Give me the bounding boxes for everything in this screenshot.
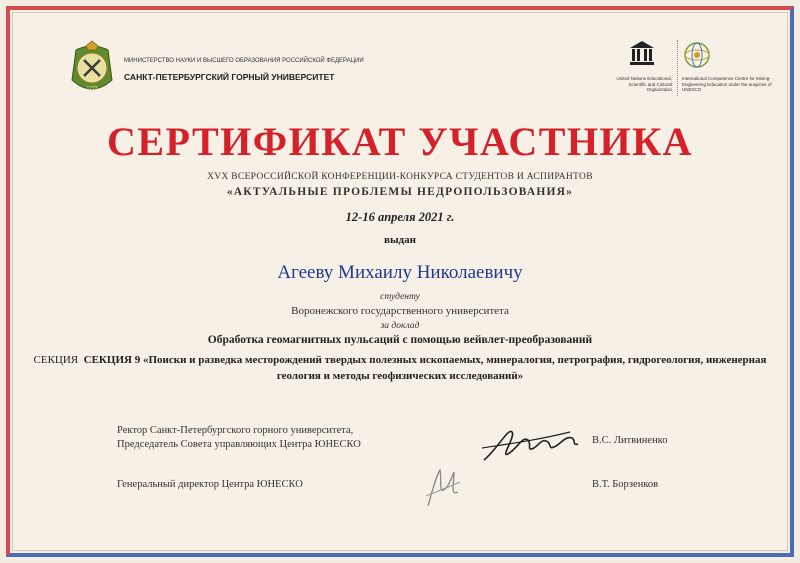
- recipient-organization: Воронежского государственного университета: [291, 305, 509, 317]
- rector-title-line2: Председатель Совета управляющих Центра ЮНЕСКО: [117, 439, 361, 450]
- director-title: Генеральный директор Центра ЮНЕСКО: [117, 479, 303, 490]
- section-info: [20, 352, 780, 384]
- issued-label: выдан: [384, 234, 416, 246]
- report-title: Обработка геомагнитных пульсаций с помощью вейвлет-преобразований: [207, 334, 593, 346]
- unesco-logos: [610, 40, 770, 100]
- logo-divider: [677, 40, 679, 96]
- university-crest-icon: [66, 40, 118, 98]
- director-signature-icon: [418, 462, 468, 510]
- director-name: В.Т. Борзенков: [592, 479, 659, 490]
- university-name: САНКТ-ПЕТЕРБУРГСКИЙ ГОРНЫЙ УНИВЕРСИТЕТ: [124, 72, 335, 82]
- recipient-name: Агееву Михаилу Николаевичу: [277, 262, 523, 283]
- rector-name: В.С. Литвиненко: [592, 435, 668, 446]
- section-value: СЕКЦИЯ 9 «Поиски и разведка месторождений твердых полезных ископаемых, минералогия, петрография, гидрогеология, инженерная геология и методы геофизических исследований»: [83, 354, 767, 382]
- rector-signature-icon: [478, 418, 588, 468]
- unesco-caption: United Nations Educational, Scientific and Cultural Organization: [616, 76, 672, 92]
- conference-dates: 12-16 апреля 2021 г.: [345, 210, 455, 224]
- recipient-role: студенту: [380, 292, 420, 302]
- crest-year: 1773: [86, 86, 98, 92]
- competence-centre-caption: International Competence Centre for Mining-Engineering Education under the auspices of UNESCO: [682, 76, 772, 92]
- unesco-temple-icon: [628, 40, 656, 66]
- certificate-title: СЕРТИФИКАТ УЧАСТНИКА: [106, 119, 694, 164]
- rector-title: [117, 424, 437, 452]
- conference-name: «АКТУАЛЬНЫЕ ПРОБЛЕМЫ НЕДРОПОЛЬЗОВАНИЯ»: [226, 186, 574, 198]
- for-report-label: за доклад: [380, 321, 420, 331]
- section-label: СЕКЦИЯ: [33, 354, 79, 366]
- rector-title-line1: Ректор Санкт-Петербургского горного университета,: [117, 425, 354, 436]
- ministry-name: МИНИСТЕРСТВО НАУКИ И ВЫСШЕГО ОБРАЗОВАНИЯ РОССИЙСКОЙ ФЕДЕРАЦИИ: [124, 58, 364, 64]
- conference-line: XVX ВСЕРОССИЙСКОЙ КОНФЕРЕНЦИИ-КОНКУРСА СТУДЕНТОВ И АСПИРАНТОВ: [207, 172, 593, 182]
- competence-centre-icon: [682, 40, 712, 70]
